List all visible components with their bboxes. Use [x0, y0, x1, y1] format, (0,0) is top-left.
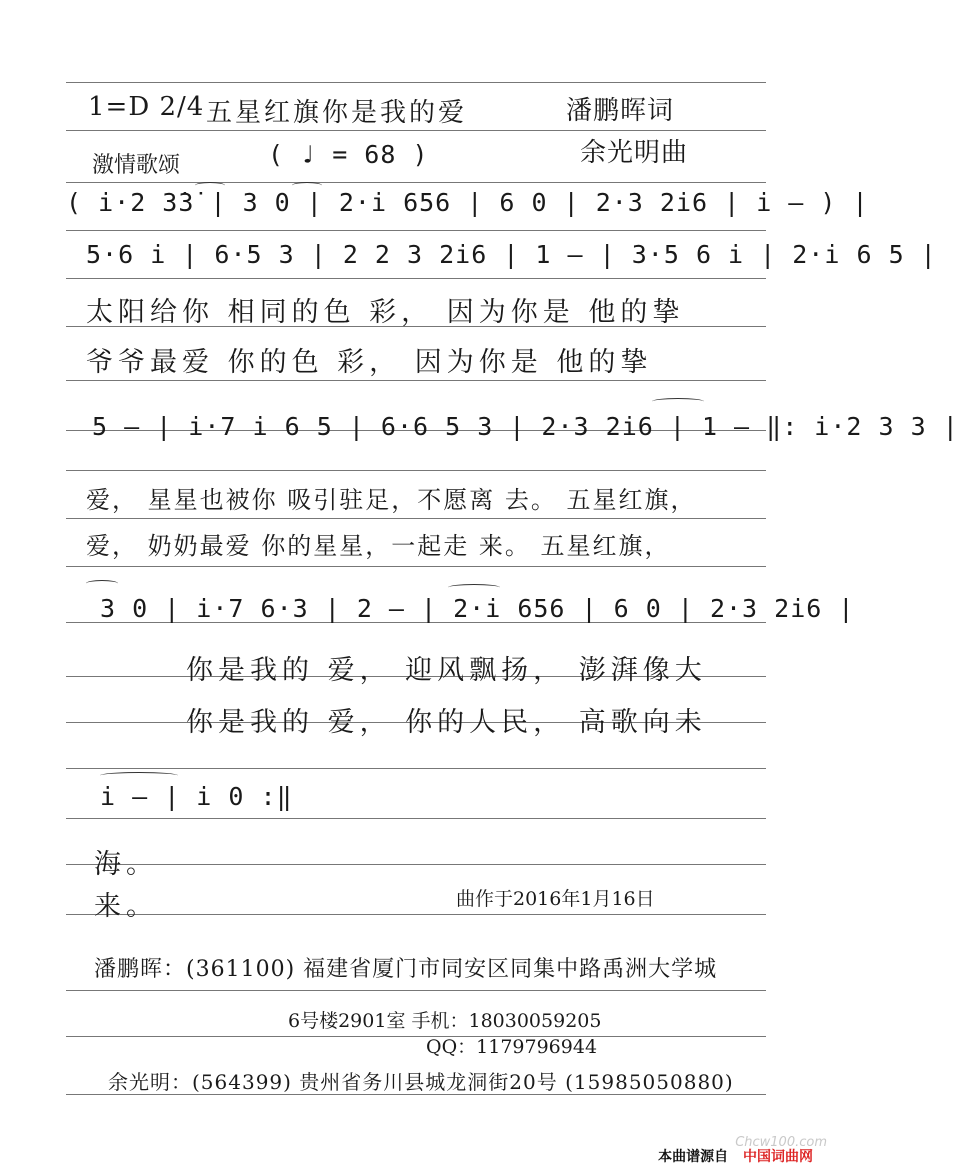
- tie-mark: [292, 182, 322, 189]
- composer-address: 余光明：(564399) 贵州省务川县城龙洞街20号 (15985050880): [108, 1070, 734, 1094]
- score-intro: ( i·2 3̇3̇ | 3 0 | 2·i 656 | 6 0 | 2·3 2i6 | i — ) |: [66, 188, 869, 217]
- footer-brand-link[interactable]: 中国词曲网: [743, 1149, 813, 1165]
- ruled-line: [66, 470, 766, 471]
- lyric-line-4-verse-2: 来。: [94, 891, 158, 922]
- ruled-line: [66, 518, 766, 519]
- lyric-line-1-verse-2: 爷爷最爱 你的色 彩， 因为你是 他的挚: [86, 347, 653, 378]
- ruled-line: [66, 1036, 766, 1037]
- lyricist-phone: 6号楼2901室 手机：18030059205: [288, 1010, 602, 1032]
- song-title: 五星红旗你是我的爱: [206, 98, 468, 128]
- score-line-4: i — | i 0 :‖: [100, 782, 293, 811]
- footer-credit: [658, 1146, 813, 1166]
- lyric-line-2-verse-2: 爱， 奶奶最爱 你的星星，一起走 来。 五星红旗，: [86, 532, 671, 560]
- ruled-line: [66, 230, 766, 231]
- ruled-line: [66, 768, 766, 769]
- ruled-line: [66, 82, 766, 83]
- ruled-line: [66, 864, 766, 865]
- tie-mark: [448, 584, 500, 591]
- mood-marking: 激情歌颂: [92, 153, 181, 178]
- lyric-line-3-verse-2: 你是我的 爱， 你的人民， 高歌向未: [186, 707, 707, 738]
- lyric-line-4-verse-1: 海。: [94, 849, 158, 880]
- ruled-line: [66, 182, 766, 183]
- tie-mark: [86, 580, 118, 587]
- ruled-line: [66, 914, 766, 915]
- ruled-line: [66, 990, 766, 991]
- site-watermark: Chcw100.com: [735, 1135, 827, 1150]
- composer-credit: 余光明曲: [580, 138, 689, 168]
- ruled-line: [66, 380, 766, 381]
- score-line-2: 5 — | i·7 i 6 5 | 6·6 5 3 | 2·3 2i6 | 1 — ‖: i·2 3 3 |: [92, 412, 959, 441]
- ruled-line: [66, 130, 766, 131]
- tie-mark: [652, 398, 704, 405]
- score-line-3: 3 0 | i·7 6·3 | 2 — | 2·i 656 | 6 0 | 2·3 2i6 |: [100, 594, 855, 623]
- tempo-marking: ( ♩ = 68 ): [268, 140, 429, 169]
- ruled-line: [66, 566, 766, 567]
- key-signature: 1=D 2/4: [88, 92, 205, 122]
- footer-source: 本曲谱源自: [658, 1149, 729, 1165]
- tie-mark: [195, 182, 225, 189]
- lyricist-address: 潘鹏晖：(361100) 福建省厦门市同安区同集中路禹洲大学城: [94, 957, 718, 982]
- lyric-line-3-verse-1: 你是我的 爱， 迎风飘扬， 澎湃像大: [186, 655, 707, 686]
- ruled-line: [66, 278, 766, 279]
- lyricist-credit: 潘鹏晖词: [566, 96, 675, 126]
- lyricist-qq: QQ：1179796944: [426, 1036, 598, 1058]
- tie-mark: [100, 772, 178, 779]
- score-line-1: 5·6 i | 6·5 3 | 2 2 3 2i6 | 1 — | 3·5 6 i | 2·i 6 5 |: [86, 240, 937, 269]
- composition-date: 曲作于2016年1月16日: [456, 888, 655, 910]
- lyric-line-2-verse-1: 爱， 星星也被你 吸引驻足，不愿离 去。 五星红旗，: [86, 486, 697, 514]
- lyric-line-1-verse-1: 太阳给你 相同的色 彩， 因为你是 他的挚: [86, 297, 685, 328]
- ruled-line: [66, 818, 766, 819]
